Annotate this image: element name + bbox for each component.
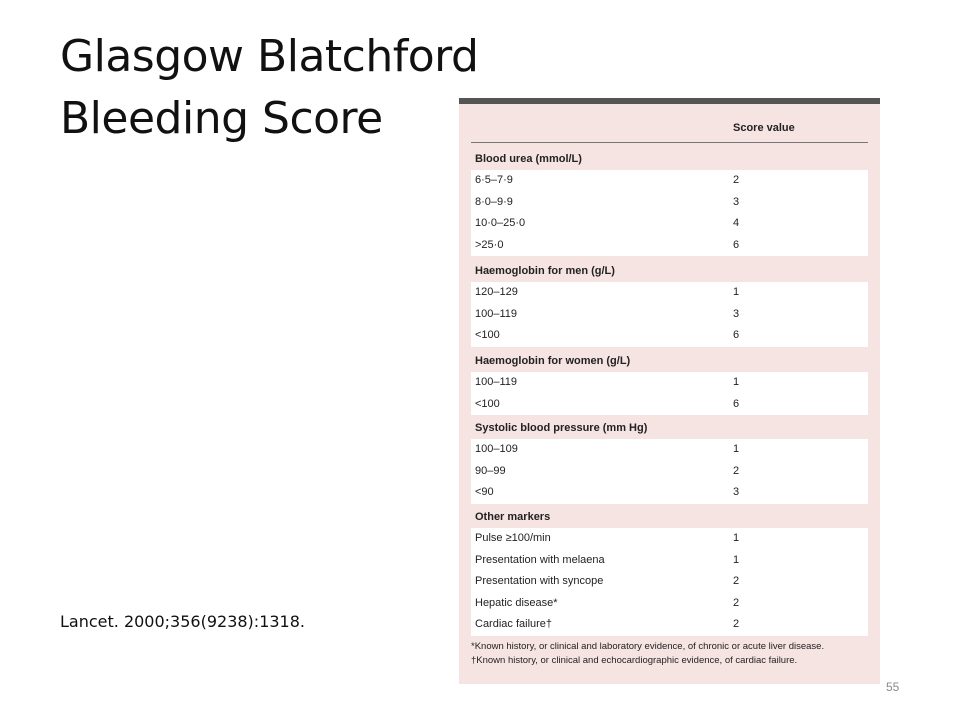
section-title-blood-urea: Blood urea (mmol/L) bbox=[475, 153, 582, 165]
row-score: 3 bbox=[733, 307, 740, 320]
section-title-systolic-bp: Systolic blood pressure (mm Hg) bbox=[475, 422, 648, 434]
table-row bbox=[471, 325, 868, 347]
slide-number: 55 bbox=[886, 680, 900, 694]
table-row bbox=[471, 394, 868, 416]
row-score: 1 bbox=[733, 376, 740, 388]
row-label: Presentation with melaena bbox=[475, 553, 605, 566]
table-row bbox=[471, 304, 868, 326]
row-label: 100–109 bbox=[475, 443, 518, 455]
table-row bbox=[471, 614, 868, 636]
table-row bbox=[471, 170, 868, 192]
row-score: 1 bbox=[733, 553, 740, 566]
footnote-cardiac: †Known history, or clinical and echocardiographic evidence, of cardiac failure. bbox=[471, 655, 798, 666]
row-label: Presentation with syncope bbox=[475, 575, 604, 588]
section-title-haemoglobin-women: Haemoglobin for women (g/L) bbox=[475, 355, 631, 367]
row-score: 3 bbox=[733, 486, 740, 499]
table-row bbox=[471, 439, 868, 461]
row-label: Pulse ≥100/min bbox=[475, 532, 551, 544]
row-label: <100 bbox=[475, 329, 500, 342]
slide-title-line-2: Bleeding Score bbox=[60, 93, 383, 144]
row-score: 3 bbox=[733, 195, 740, 208]
table-row bbox=[471, 482, 868, 504]
row-label: 8·0–9·9 bbox=[475, 195, 513, 208]
row-label: 6·5–7·9 bbox=[475, 174, 513, 186]
row-label: 100–119 bbox=[475, 307, 518, 320]
slide-title bbox=[60, 26, 478, 150]
row-score: 2 bbox=[733, 464, 740, 477]
score-table-figure bbox=[459, 98, 880, 684]
table-row bbox=[471, 571, 868, 593]
footnote-liver: *Known history, or clinical and laboratory evidence, of chronic or acute liver disease. bbox=[471, 641, 825, 652]
row-score: 2 bbox=[733, 596, 740, 609]
table-header bbox=[471, 120, 868, 143]
row-score: 4 bbox=[733, 217, 740, 230]
row-score: 1 bbox=[733, 532, 740, 544]
row-score: 6 bbox=[733, 238, 740, 251]
row-score: 2 bbox=[733, 618, 740, 631]
table-row bbox=[471, 282, 868, 304]
row-label: >25·0 bbox=[475, 238, 504, 251]
row-label: Hepatic disease* bbox=[475, 596, 558, 609]
row-label: 120–129 bbox=[475, 286, 518, 298]
row-label: 10·0–25·0 bbox=[475, 217, 526, 230]
table-row bbox=[471, 213, 868, 235]
row-score: 2 bbox=[733, 575, 740, 588]
section-rows-haemoglobin-men bbox=[471, 282, 868, 347]
row-label: <90 bbox=[475, 486, 494, 499]
row-score: 2 bbox=[733, 174, 740, 186]
score-value-header: Score value bbox=[733, 122, 795, 134]
row-score: 1 bbox=[733, 443, 740, 455]
slide-title-line-1: Glasgow Blatchford bbox=[60, 31, 479, 82]
table-row bbox=[471, 550, 868, 572]
table-row bbox=[471, 461, 868, 483]
row-label: 90–99 bbox=[475, 464, 506, 477]
row-label: 100–119 bbox=[475, 376, 518, 388]
section-title-other-markers: Other markers bbox=[475, 511, 551, 523]
row-label: Cardiac failure† bbox=[475, 618, 553, 631]
section-title-haemoglobin-men: Haemoglobin for men (g/L) bbox=[475, 265, 615, 277]
table-footnotes bbox=[471, 640, 872, 668]
section-rows-haemoglobin-women bbox=[471, 372, 868, 415]
section-rows-blood-urea bbox=[471, 170, 868, 256]
table-row bbox=[471, 593, 868, 615]
table-row bbox=[471, 528, 868, 550]
row-label: <100 bbox=[475, 397, 500, 410]
section-rows-systolic-bp bbox=[471, 439, 868, 504]
table-row bbox=[471, 235, 868, 257]
row-score: 6 bbox=[733, 397, 740, 410]
section-rows-other-markers bbox=[471, 528, 868, 636]
table-row bbox=[471, 192, 868, 214]
table-row bbox=[471, 372, 868, 394]
citation: Lancet. 2000;356(9238):1318. bbox=[60, 612, 305, 631]
row-score: 6 bbox=[733, 329, 740, 342]
row-score: 1 bbox=[733, 286, 740, 298]
